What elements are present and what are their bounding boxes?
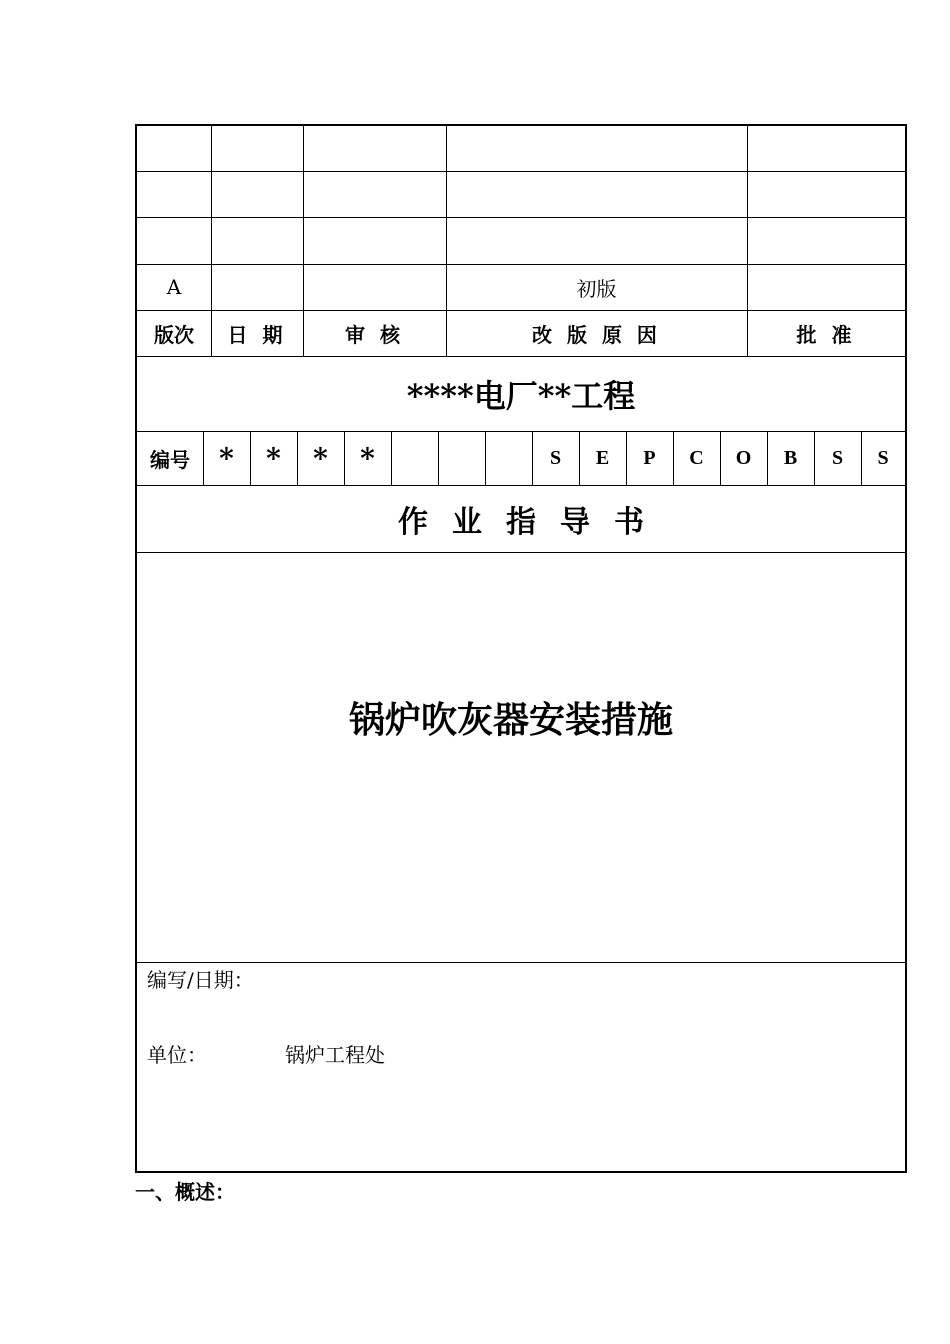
code-char: S [877, 446, 889, 469]
code-char: S [831, 446, 844, 469]
revision-version [137, 171, 211, 217]
code-char: E [595, 446, 610, 469]
code-char: C [689, 446, 704, 469]
revision-version [137, 126, 211, 171]
revision-reason [446, 126, 747, 171]
doc-title: 锅炉吹灰器安装措施 [348, 698, 673, 741]
revision-reason: 初版 [576, 276, 617, 301]
code-char [485, 431, 532, 485]
code-char [438, 431, 485, 485]
code-char: * [219, 441, 234, 475]
code-char: B [783, 446, 798, 469]
code-char: * [313, 441, 328, 475]
section-heading: 一、概述： [135, 1180, 235, 1204]
revision-version [137, 217, 211, 264]
revision-date [211, 264, 303, 310]
header-reason: 改 版 原 因 [532, 322, 661, 347]
unit-value: 锅炉工程处 [285, 1043, 385, 1067]
code-char: S [549, 446, 562, 469]
header-review: 审 核 [345, 322, 404, 347]
header-version: 版次 [154, 322, 194, 347]
code-char: * [360, 441, 375, 475]
code-char [391, 431, 438, 485]
revision-review [303, 264, 446, 310]
code-char: O [735, 446, 752, 469]
cover-table [135, 124, 907, 1173]
header-date: 日 期 [227, 322, 287, 347]
project-title: ****电厂**工程 [406, 376, 636, 415]
code-label: 编号 [150, 447, 190, 472]
revision-reason [446, 217, 747, 264]
unit-label: 单位： [147, 1043, 207, 1067]
revision-approve [747, 264, 905, 310]
header-approve: 批 准 [796, 322, 856, 347]
revision-reason [446, 171, 747, 217]
revision-version: A [166, 275, 182, 299]
code-char: P [643, 446, 656, 469]
author-date-label: 编写/日期： [147, 968, 254, 992]
code-char: * [266, 441, 281, 475]
doc-type: 作业指导书 [398, 504, 668, 540]
